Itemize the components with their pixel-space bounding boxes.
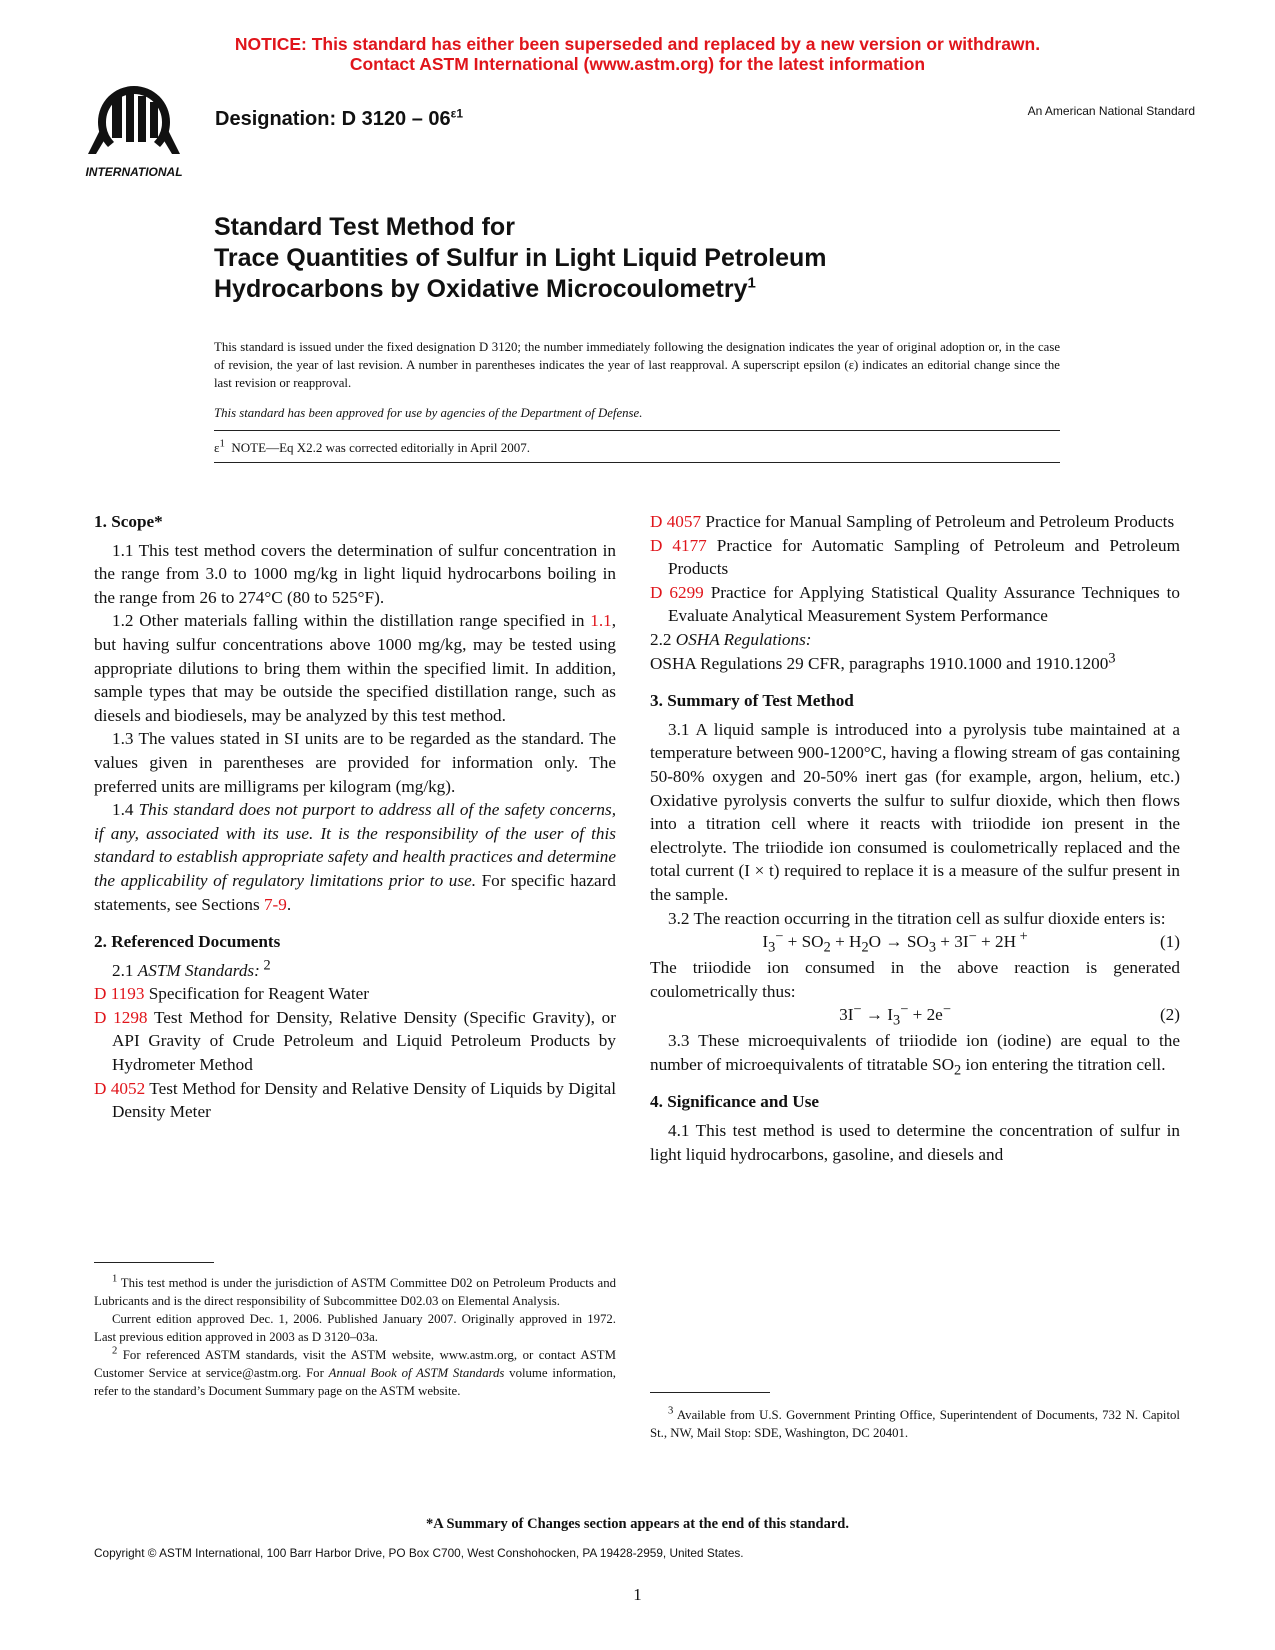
- editorial-note: [214, 437, 530, 456]
- ref-d4057: [650, 510, 1180, 534]
- footnote-1-mark: 1: [112, 1273, 118, 1285]
- ref-d4177-link[interactable]: D 4177: [650, 535, 707, 555]
- section-3-heading: 3. Summary of Test Method: [650, 691, 854, 711]
- note-epsilon-sup: 1: [219, 437, 225, 450]
- left-column: [94, 510, 616, 1124]
- footnote-1: [94, 1274, 616, 1310]
- section-1-heading: 1. Scope*: [94, 512, 163, 531]
- ref-d1193-text: Specification for Reagent Water: [148, 984, 369, 1004]
- footnotes-left: [94, 1274, 616, 1400]
- ref-d6299: [650, 581, 1180, 628]
- para-1-2: [94, 609, 616, 727]
- notice-line-1: NOTICE: This standard has either been superseded and replaced by a new version or withdrawn.: [234, 34, 1041, 54]
- preamble-text: This standard is issued under the fixed designation D 3120; the number immediately following the designation indicates the year of original adoption or, in the case of revision, the year of last revision. A number in parentheses indicates the year of last reapproval. A superscript epsilon (ε) indicates an editorial change since the last revision or reapproval.: [214, 340, 1060, 390]
- para-1-4-italic: This standard does not purport to address all of the safety concerns, if any, associated with its use. It is the responsibility of the user of this standard to establish appropriate safety and health practices and determine the applicability of regulatory limitations prior to use.: [94, 800, 616, 890]
- footnote-2-text-a: For referenced ASTM standards, visit the ASTM website, www.astm.org, or contact ASTM Customer Service at service@astm.org. For: [94, 1348, 616, 1380]
- equation-1-body: $I_3^- + SO_2 + H_2O \to SO_3 + 3I^- + 2H$ +: [762, 928, 1028, 956]
- para-2-2: [650, 628, 1180, 652]
- footnote-1-current-edition: Current edition approved Dec. 1, 2006. Published January 2007. Originally approved in 1972. Last previous edition approved in 2003 as D 3120–03a.: [94, 1312, 616, 1344]
- ref-d4052-link[interactable]: D 4052: [94, 1078, 146, 1098]
- para-1-1: 1.1 This test method covers the determination of sulfur concentration in the range from 3.0 to 1000 mg/kg in light liquid hydrocarbons boiling in the range from 26 to 274°C (80 to 525°F).: [94, 540, 616, 607]
- note-label: NOTE: [231, 440, 267, 455]
- para-3-3-a: 3.3 These microequivalents of triiodide ion (iodine) are equal to the number of microequivalents of titratable SO: [650, 1031, 1180, 1074]
- ref-d6299-text: Practice for Applying Statistical Quality Assurance Techniques to Evaluate Analytical Measurement System Performance: [668, 582, 1180, 626]
- para-3-2: 3.2 The reaction occurring in the titration cell as sulfur dioxide enters is:: [668, 908, 1166, 928]
- para-1-2-a: 1.2 Other materials falling within the distillation range specified in: [112, 611, 591, 631]
- astm-logo: [70, 82, 198, 182]
- equation-2-number: (2): [1159, 1005, 1180, 1025]
- footnotes-right: [650, 1406, 1180, 1442]
- astm-standards-label: ASTM Standards:: [137, 960, 260, 980]
- ref-d1298-text: Test Method for Density, Relative Density (Specific Gravity), or API Gravity of Crude Petroleum and Liquid Petroleum Products by Hydrometer Method: [112, 1007, 616, 1075]
- section-2-heading: 2. Referenced Documents: [94, 932, 281, 952]
- astm-logo-icon: [70, 82, 198, 182]
- para-1-4-end: .: [286, 894, 292, 914]
- footnote-2-italic: Annual Book of ASTM Standards: [328, 1366, 505, 1380]
- osha-label: OSHA Regulations:: [675, 629, 812, 649]
- para-3-2b: The triiodide ion consumed in the above reaction is generated coulometrically thus:: [650, 958, 1180, 1001]
- note-text: —Eq X2.2 was corrected editorially in April 2007.: [266, 440, 530, 455]
- notice-line-2[interactable]: Contact ASTM International (www.astm.org) for the latest information: [349, 54, 926, 74]
- para-2-1: [94, 956, 616, 983]
- dod-approval: This standard has been approved for use by agencies of the Department of Defense.: [214, 406, 643, 420]
- equation-1-number: (1): [1159, 932, 1180, 952]
- footnote-1-text: This test method is under the jurisdiction of ASTM Committee D02 on Petroleum Products and Lubricants and is the direct responsibility of Subcommittee D02.03 on Elemental Analysis.: [94, 1276, 616, 1308]
- title-footnote-mark[interactable]: 1: [747, 274, 756, 292]
- ref-d4052: [94, 1077, 616, 1124]
- para-1-2-b: , but having sulfur concentrations above 1000 mg/kg, may be tested using appropriate dilutions to bring them within the specified limit. In addition, sample types that may be outside the specified distillation range, such as diesels and biodiesels, may be analyzed by this test method.: [94, 611, 616, 725]
- designation-text: Designation: D 3120 – 06: [215, 108, 451, 130]
- footnote-2: [94, 1346, 616, 1400]
- para-1-4-tail: For specific hazard statements, see Sections: [94, 870, 616, 914]
- para-1-4-num: 1.4: [112, 800, 139, 820]
- right-column: [650, 510, 1180, 1166]
- para-2-1-num: 2.1: [112, 960, 138, 980]
- para-3-3-b: ion entering the titration cell.: [961, 1054, 1166, 1074]
- ref-d4177: [650, 534, 1180, 581]
- footnote-3: [650, 1406, 1180, 1442]
- para-3-3: [650, 1029, 1180, 1079]
- title-line-1: Standard Test Method for: [214, 213, 515, 241]
- ref-d1193: [94, 982, 616, 1006]
- ref-d1298: [94, 1006, 616, 1077]
- designation: [215, 108, 463, 131]
- summary-of-changes: *A Summary of Changes section appears at the end of this standard.: [426, 1516, 849, 1532]
- ref-d4057-text: Practice for Manual Sampling of Petroleum and Petroleum Products: [705, 512, 1175, 531]
- divider-top: [214, 430, 1060, 431]
- equation-2-body: $3I^- \to I_3^- + 2e^-$: [839, 1001, 951, 1029]
- note-epsilon: ε: [214, 440, 220, 455]
- equation-1: [650, 930, 1180, 956]
- para-1-3: 1.3 The values stated in SI units are to be regarded as the standard. The values given in parentheses are provided for information only. The preferred units are milligrams per kilogram (mg/kg).: [94, 729, 616, 796]
- ref-d4177-text: Practice for Automatic Sampling of Petroleum and Petroleum Products: [668, 535, 1181, 579]
- ref-d4052-text: Test Method for Density and Relative Density of Liquids by Digital Density Meter: [112, 1078, 616, 1122]
- footnote-3-text: Available from U.S. Government Printing Office, Superintendent of Documents, 732 N. Capitol St., NW, Mail Stop: SDE, Washington, DC 20401.: [650, 1408, 1180, 1440]
- section-4-heading: 4. Significance and Use: [650, 1092, 820, 1112]
- para-3-3-sub: 2: [954, 1062, 962, 1079]
- title-line-3: Hydrocarbons by Oxidative Microcoulometry: [214, 275, 748, 303]
- footnote-rule-right: [650, 1392, 770, 1393]
- footnote-rule-left: [94, 1262, 214, 1263]
- notice-banner: [0, 34, 1275, 74]
- divider-bottom: [214, 462, 1060, 463]
- title-line-2: Trace Quantities of Sulfur in Light Liquid Petroleum: [214, 244, 827, 272]
- footnote-3-mark[interactable]: 3: [1108, 649, 1116, 666]
- para-1-4: [94, 798, 616, 916]
- para-4-1: 4.1 This test method is used to determine the concentration of sulfur in light liquid hydrocarbons, gasoline, and diesels and: [650, 1121, 1180, 1164]
- link-section-1-1[interactable]: 1.1: [590, 611, 612, 631]
- footnote-2-mark-bottom: 2: [112, 1345, 118, 1357]
- american-national-standard: An American National Standard: [1027, 104, 1195, 118]
- ref-d4057-link[interactable]: D 4057: [650, 512, 702, 531]
- logo-wordmark: INTERNATIONAL: [85, 165, 183, 179]
- designation-epsilon: ε1: [450, 106, 464, 121]
- para-2-2-num: 2.2: [650, 629, 676, 649]
- page-number: 1: [633, 1585, 642, 1604]
- osha-text: OSHA Regulations 29 CFR, paragraphs 1910.1000 and 1910.1200: [650, 653, 1109, 673]
- ref-d1298-link[interactable]: D 1298: [94, 1007, 148, 1027]
- ref-d1193-link[interactable]: D 1193: [94, 984, 145, 1004]
- para-3-1: 3.1 A liquid sample is introduced into a pyrolysis tube maintained at a temperature between 900-1200°C, having a flowing stream of gas containing 50-80% oxygen and 20-50% inert gas (for example, argon, helium, etc.) Oxidative pyrolysis converts the sulfur to sulfur dioxide, which then flows into a titration cell where it reacts with triiodide ion present in the electrolyte. The triiodide ion consumed is coulometrically replaced and the total current (I × t) required to replace it is a measure of the sulfur present in the sample.: [650, 719, 1180, 904]
- ref-d6299-link[interactable]: D 6299: [650, 582, 704, 602]
- osha-reference: [650, 649, 1180, 676]
- footnote-2-text-b: volume information, refer to the standard’s Document Summary page on the ASTM website.: [94, 1366, 616, 1398]
- footnote-3-mark-bottom: 3: [668, 1405, 674, 1417]
- footnote-2-mark[interactable]: 2: [259, 956, 271, 973]
- copyright: Copyright © ASTM International, 100 Barr Harbor Drive, PO Box C700, West Conshohocken, PA 19428-2959, United States.: [94, 1546, 744, 1560]
- equation-2: [650, 1003, 1180, 1029]
- link-sections-7-9[interactable]: 7-9: [263, 894, 287, 914]
- document-title: [214, 212, 1174, 305]
